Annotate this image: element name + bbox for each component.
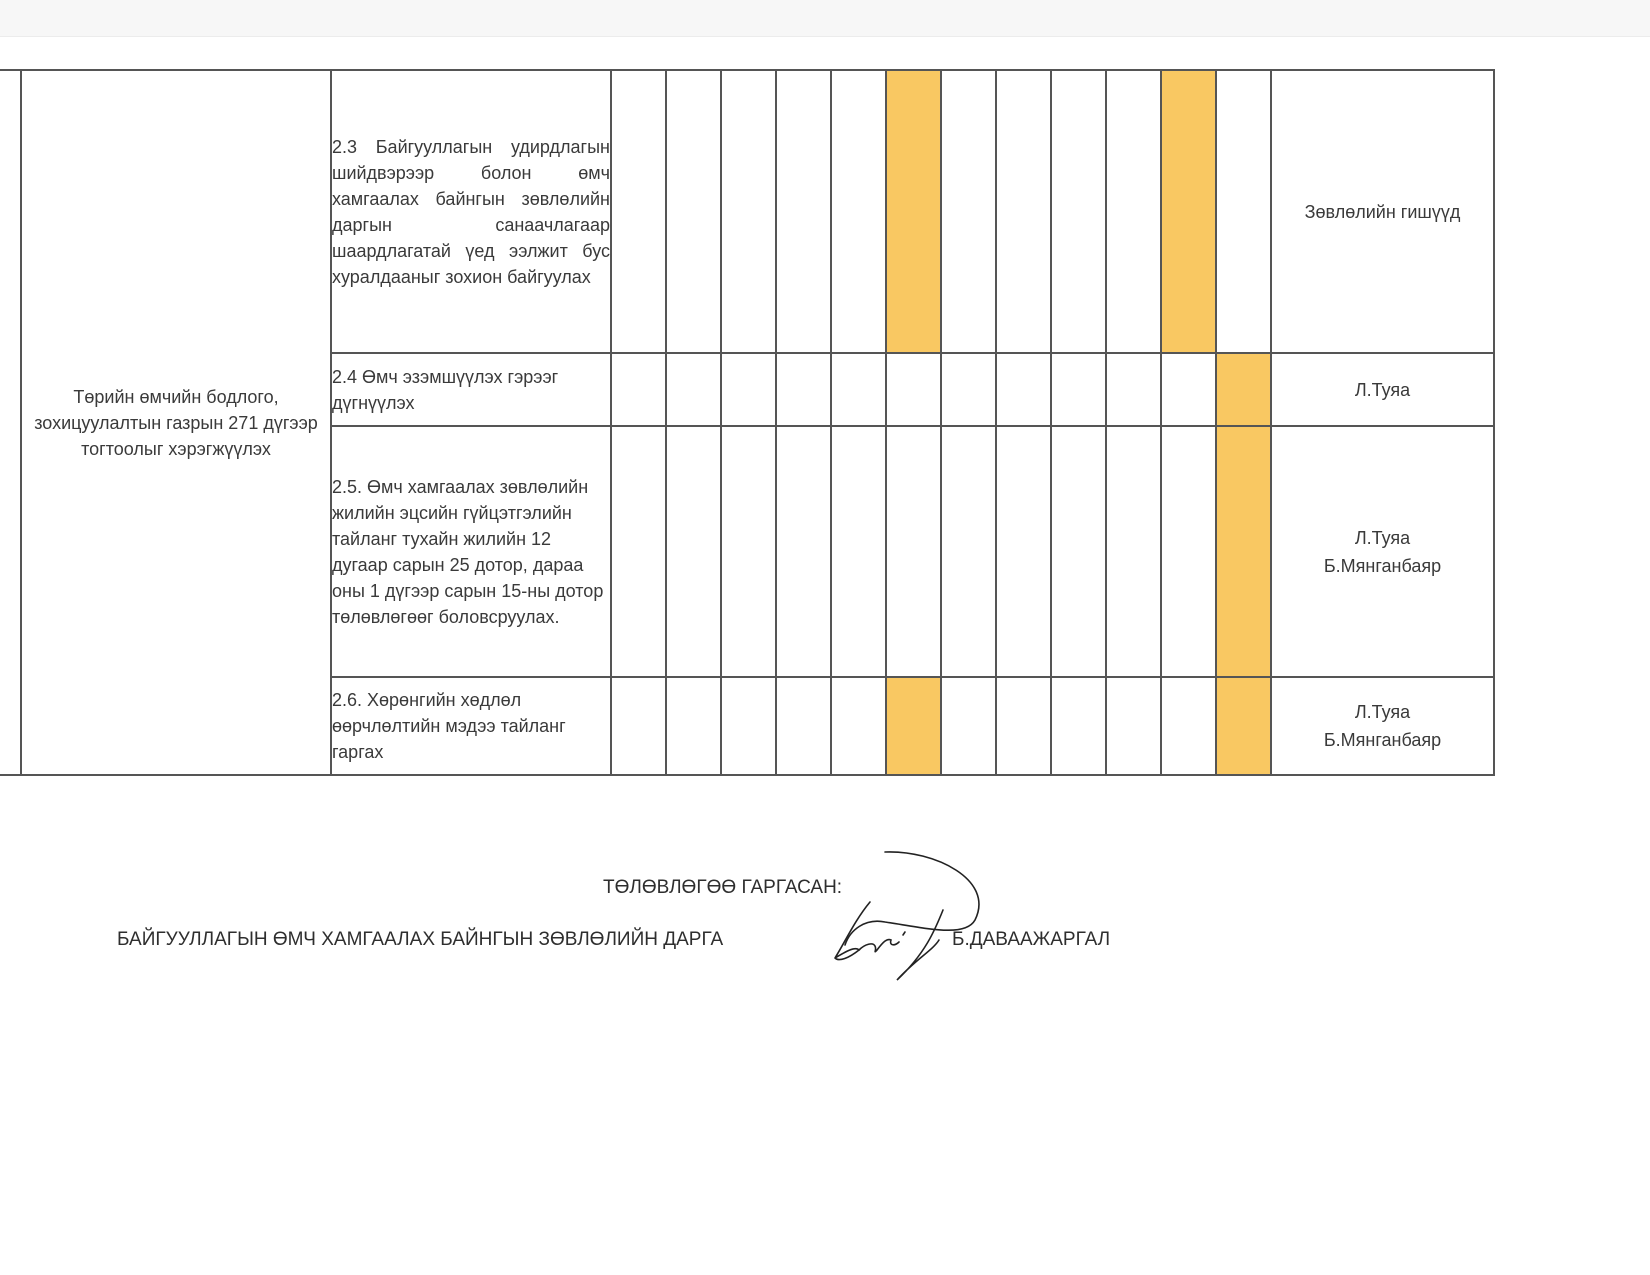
month-cell [941,426,996,677]
month-cell-highlighted [886,70,941,353]
month-cell [886,353,941,426]
task-cell: 2.6. Хөрөнгийн хөдлөл өөрчлөлтийн мэдээ тайланг гаргах [331,677,611,775]
goal-cell: Төрийн өмчийн бодлого, зохицуулалтын газрын 271 дүгээр тогтоолыг хэрэгжүүлэх [21,70,331,775]
plan-table [0,69,1495,776]
month-cell [941,70,996,353]
signature-title: ТӨЛӨВЛӨГӨӨ ГАРГАСАН: [603,877,843,898]
month-cell [666,70,721,353]
month-cell [1051,353,1106,426]
month-cell [1106,426,1161,677]
responsible-cell: Л.Туяа Б.Мянганбаяр [1271,426,1494,677]
month-cell [611,426,666,677]
month-cell [996,353,1051,426]
task-cell: 2.5. Өмч хамгаалах зөвлөлийн жилийн эцсийн гүйцэтгэлийн тайланг тухайн жилийн 12 дугаар сарын 25 дотор, дараа оны 1 дүгээр сарын 15-ны дотор төлөвлөгөөг боловсруулах. [331,426,611,677]
month-cell [941,677,996,775]
month-cell [721,677,776,775]
table-row [0,70,1494,353]
month-cell [886,426,941,677]
month-cell [721,70,776,353]
month-cell [1051,426,1106,677]
month-cell [776,353,831,426]
month-cell [666,426,721,677]
month-cell [831,70,886,353]
month-cell [1106,70,1161,353]
month-cell [776,426,831,677]
responsible-cell: Л.Туяа [1271,353,1494,426]
month-cell [831,426,886,677]
month-cell [776,677,831,775]
month-cell-highlighted [1216,353,1271,426]
month-cell [1051,677,1106,775]
month-cell [996,677,1051,775]
month-cell [1161,677,1216,775]
signatory-role: БАЙГУУЛЛАГЫН ӨМЧ ХАМГААЛАХ БАЙНГЫН ЗӨВЛӨЛИЙН ДАРГА [117,929,724,950]
month-cell [666,677,721,775]
month-cell [1051,70,1106,353]
month-cell [831,677,886,775]
month-cell-highlighted [1161,70,1216,353]
responsible-cell: Зөвлөлийн гишүүд [1271,70,1494,353]
handwritten-signature [825,850,1005,985]
month-cell [721,353,776,426]
month-cell [611,353,666,426]
month-cell [996,70,1051,353]
month-cell [721,426,776,677]
signatory-name: Б.ДАВААЖАРГАЛ [952,929,1111,950]
month-cell [941,353,996,426]
month-cell [1106,353,1161,426]
month-cell [611,677,666,775]
month-cell [776,70,831,353]
month-cell-highlighted [1216,426,1271,677]
month-cell [666,353,721,426]
month-cell-highlighted [1216,677,1271,775]
task-cell: 2.3 Байгууллагын удирдлагын шийдвэрээр болон өмч хамгаалах байнгын зөвлөлийн даргын санаачлагаар шаардлагатай үед ээлжит бус хуралдааныг зохион байгуулах [331,70,611,353]
left-edge-cell [0,70,21,775]
month-cell [1161,426,1216,677]
task-cell: 2.4 Өмч эзэмшүүлэх гэрээг дүгнүүлэх [331,353,611,426]
month-cell [1216,70,1271,353]
responsible-cell: Л.Туяа Б.Мянганбаяр [1271,677,1494,775]
month-cell [996,426,1051,677]
month-cell [1106,677,1161,775]
scan-top-band [0,0,1650,37]
month-cell-highlighted [886,677,941,775]
month-cell [611,70,666,353]
month-cell [1161,353,1216,426]
month-cell [831,353,886,426]
